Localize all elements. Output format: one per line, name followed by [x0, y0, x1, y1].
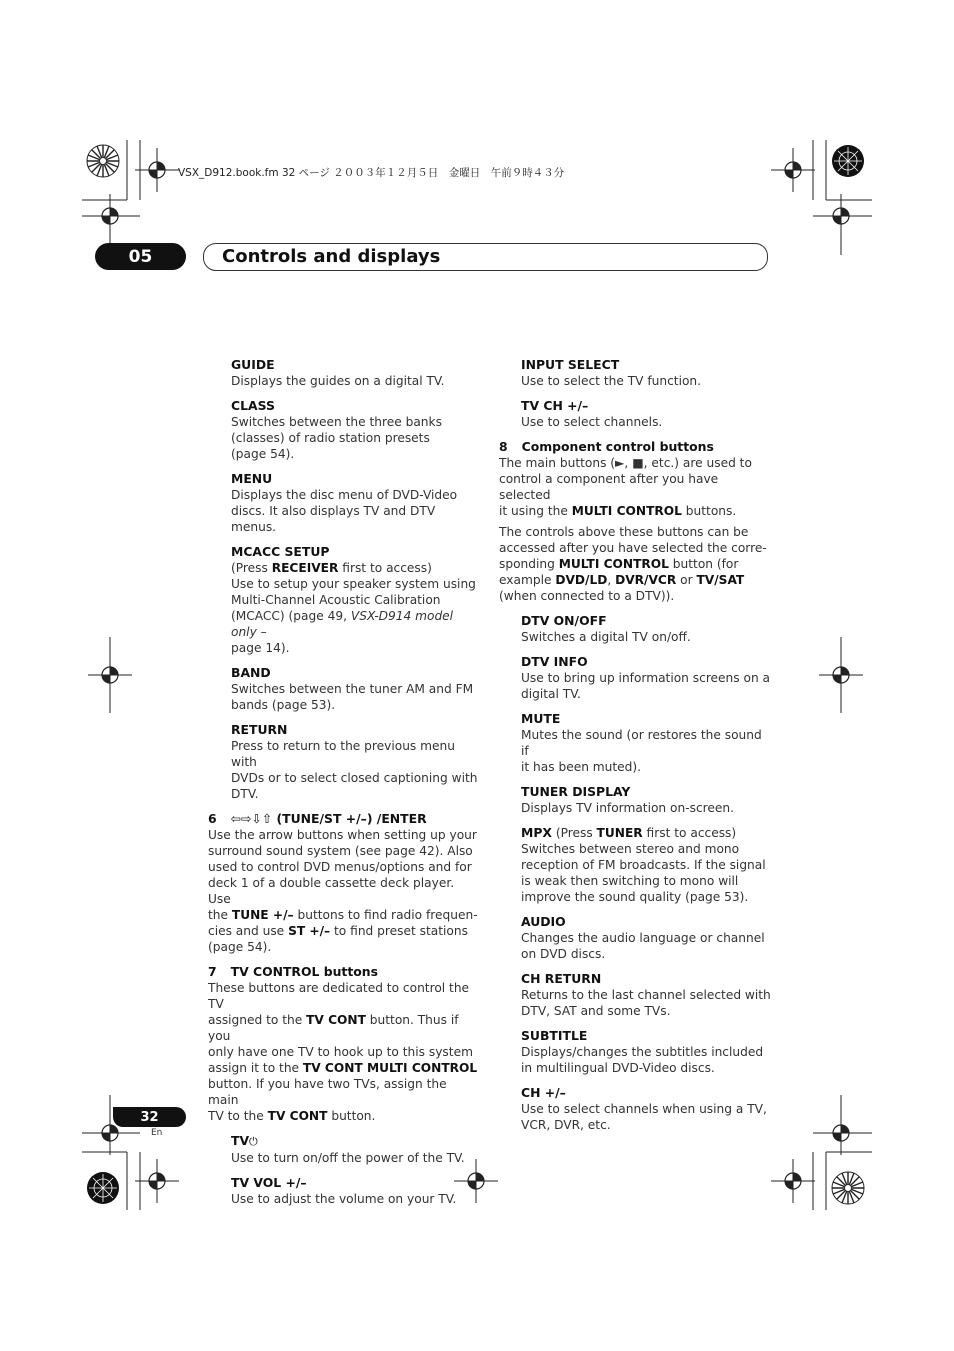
mcacc-text-2: Multi-Channel Acoustic Calibration [231, 593, 441, 607]
menu-text-1: Displays the disc menu of DVD-Video [231, 488, 458, 502]
section-7-heading: 7 TV CONTROL buttons [208, 964, 378, 979]
dtv-info-heading: DTV INFO [521, 654, 588, 669]
mcacc-heading: MCACC SETUP [231, 544, 330, 559]
left-column [208, 357, 480, 1207]
class-text-3: (page 54). [231, 447, 295, 461]
section-8-more-1: The controls above these buttons can be [499, 525, 749, 539]
section-8-text-3: it using the MULTI CONTROL buttons. [499, 504, 737, 518]
section-6-heading: 6 ⇦⇨⇩⇧ (TUNE/ST +/–) /ENTER [208, 811, 427, 826]
section-8-heading: 8 Component control buttons [499, 439, 714, 454]
section-8-more-2: accessed after you have selected the corre- [499, 541, 767, 555]
subtitle-heading: SUBTITLE [521, 1028, 588, 1043]
section-8-text-2: control a component after you have selected [499, 472, 719, 502]
section-6-text-4: deck 1 of a double cassette deck player. Use [208, 876, 455, 906]
dtv-onoff-heading: DTV ON/OFF [521, 613, 607, 628]
section-6-text-2: surround sound system (see page 42). Also [208, 844, 473, 858]
section-8-more-3: sponding MULTI CONTROL button (for [499, 557, 739, 571]
mpx-text-2: reception of FM broadcasts. If the signal [521, 858, 766, 872]
mute-text-1: Mutes the sound (or restores the sound if [521, 728, 762, 758]
section-8-more-5: (when connected to a DTV)). [499, 589, 675, 603]
tv-ch-text: Use to select channels. [521, 415, 663, 429]
tuner-display-heading: TUNER DISPLAY [521, 784, 631, 799]
tv-vol-heading: TV VOL +/– [231, 1175, 307, 1190]
audio-text-2: on DVD discs. [521, 947, 606, 961]
menu-heading: MENU [231, 471, 273, 486]
section-7-text-6: TV to the TV CONT button. [208, 1109, 376, 1123]
mpx-text-1: Switches between stereo and mono [521, 842, 740, 856]
section-6-text-5: the TUNE +/– buttons to find radio frequen- [208, 908, 478, 922]
arrow-icons: ⇦⇨⇩⇧ [230, 811, 273, 826]
audio-text-1: Changes the audio language or channel [521, 931, 765, 945]
section-6-text-7: (page 54). [208, 940, 272, 954]
section-7-text-5: button. If you have two TVs, assign the main [208, 1077, 447, 1107]
band-text-2: bands (page 53). [231, 698, 336, 712]
menu-text-2: discs. It also displays TV and DTV menus. [231, 504, 436, 534]
section-6-text-3: used to control DVD menus/options and for [208, 860, 472, 874]
input-select-heading: INPUT SELECT [521, 357, 620, 372]
mute-heading: MUTE [521, 711, 561, 726]
mpx-text-4: improve the sound quality (page 53). [521, 890, 749, 904]
page-number: 32 [113, 1107, 186, 1127]
ch-return-text-2: DTV, SAT and some TVs. [521, 1004, 671, 1018]
dtv-onoff-text: Switches a digital TV on/off. [521, 630, 691, 644]
ch-return-text-1: Returns to the last channel selected with [521, 988, 771, 1002]
tv-ch-heading: TV CH +/– [521, 398, 589, 413]
section-6-text-1: Use the arrow buttons when setting up your [208, 828, 477, 842]
subtitle-text-2: in multilingual DVD-Video discs. [521, 1061, 715, 1075]
band-heading: BAND [231, 665, 271, 680]
ch-heading: CH +/– [521, 1085, 566, 1100]
mcacc-text-4: page 14). [231, 641, 290, 655]
return-text-1: Press to return to the previous menu with [231, 739, 455, 769]
section-7-text-1: These buttons are dedicated to control the TV [208, 981, 470, 1011]
ch-text-2: VCR, DVR, etc. [521, 1118, 611, 1132]
dtv-info-text-1: Use to bring up information screens on a [521, 671, 771, 685]
file-header: VSX_D912.book.fm 32 ページ ２００３年１２月５日 金曜日 午前９時４３分 [178, 167, 565, 179]
chapter-number: 05 [95, 243, 186, 270]
class-text-1: Switches between the three banks [231, 415, 442, 429]
section-7-text-4: assign it to the TV CONT MULTI CONTROL [208, 1061, 478, 1075]
mute-text-2: it has been muted). [521, 760, 642, 774]
subtitle-text-1: Displays/changes the subtitles included [521, 1045, 764, 1059]
tv-power-heading: TV⏻ [231, 1133, 258, 1148]
tuner-display-text: Displays TV information on-screen. [521, 801, 734, 815]
section-8-text-1: The main buttons (►, ■, etc.) are used to [499, 456, 752, 470]
band-text-1: Switches between the tuner AM and FM [231, 682, 474, 696]
mcacc-text-1: Use to setup your speaker system using [231, 577, 476, 591]
section-8-more-4: example DVD/LD, DVR/VCR or TV/SAT [499, 573, 745, 587]
input-select-text: Use to select the TV function. [521, 374, 702, 388]
return-text-3: DTV. [231, 787, 259, 801]
section-6-text-6: cies and use ST +/– to find preset stations [208, 924, 468, 938]
section-7-text-3: only have one TV to hook up to this system [208, 1045, 473, 1059]
page-language: En [151, 1128, 163, 1138]
chapter-title: Controls and displays [222, 246, 441, 267]
return-text-2: DVDs or to select closed captioning with [231, 771, 478, 785]
ch-text-1: Use to select channels when using a TV, [521, 1102, 767, 1116]
mcacc-press-note: (Press RECEIVER first to access) [231, 561, 432, 575]
guide-text: Displays the guides on a digital TV. [231, 374, 445, 388]
section-7-text-2: assigned to the TV CONT button. Thus if you [208, 1013, 459, 1043]
power-icon: ⏻ [249, 1135, 258, 1148]
ch-return-heading: CH RETURN [521, 971, 602, 986]
mpx-heading: MPX (Press TUNER first to access) [521, 825, 737, 840]
return-heading: RETURN [231, 722, 288, 737]
mcacc-text-3: (MCACC) (page 49, VSX-D914 model only – [231, 609, 454, 639]
audio-heading: AUDIO [521, 914, 566, 929]
tv-power-text: Use to turn on/off the power of the TV. [231, 1151, 465, 1165]
right-column [499, 357, 771, 1133]
tv-vol-text: Use to adjust the volume on your TV. [231, 1192, 457, 1206]
guide-heading: GUIDE [231, 357, 275, 372]
class-text-2: (classes) of radio station presets [231, 431, 430, 445]
dtv-info-text-2: digital TV. [521, 687, 581, 701]
class-heading: CLASS [231, 398, 275, 413]
mpx-text-3: is weak then switching to mono will [521, 874, 739, 888]
